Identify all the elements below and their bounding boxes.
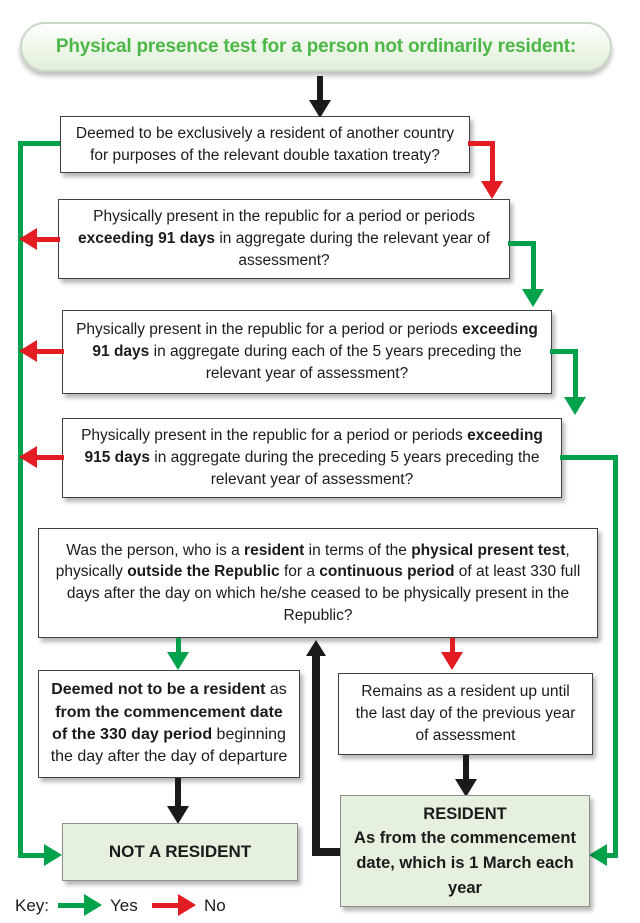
line (573, 349, 578, 399)
line (36, 455, 64, 460)
line (58, 903, 86, 908)
arrowhead-left-icon (19, 228, 37, 250)
line (36, 349, 64, 354)
arrowhead-right-icon (44, 844, 62, 866)
terminal-body: As from the commencement date, which is 1 March each year (354, 829, 576, 897)
question-text: Physically present in the republic for a period or periods exceeding 91 days in aggregate during each of the 5 years preceding the relevant year of assessment? (76, 321, 538, 382)
question-box-treaty (60, 116, 470, 173)
terminal-label: NOT A RESIDENT (108, 842, 252, 861)
key-label: Key: (15, 896, 50, 915)
line (18, 853, 46, 858)
question-text: Physically present in the republic for a period or periods exceeding 91 days in aggregate during the relevant year of assessment? (78, 208, 490, 269)
arrowhead-left-icon (19, 446, 37, 468)
terminal-box-resident (340, 795, 590, 907)
terminal-box-not-resident (62, 823, 298, 881)
outcome-box-deemed-not-resident (38, 670, 300, 778)
line (36, 237, 60, 242)
line (312, 652, 320, 856)
arrowhead-down-icon (481, 181, 503, 199)
outcome-box-remains-resident (338, 673, 593, 755)
terminal-heading: RESIDENT (423, 804, 507, 823)
arrowhead-down-icon (167, 806, 189, 824)
line (18, 141, 60, 146)
arrowhead-down-icon (441, 652, 463, 670)
question-text: Was the person, who is a resident in terms of the physical present test, physically outside the Republic for a continuous period of at least 330 full days after the day on which he/she ceased to be physically present in the Republic? (55, 541, 581, 624)
question-text: Deemed to be exclusively a resident of another country for purposes of the relevant double taxation treaty? (75, 124, 455, 164)
arrowhead-down-icon (167, 652, 189, 670)
line (560, 455, 618, 460)
arrowhead-right-icon (178, 894, 196, 916)
title-banner (20, 22, 612, 72)
line (490, 141, 495, 183)
arrowhead-left-icon (19, 340, 37, 362)
line (531, 241, 536, 291)
question-box-91-days-5-years (62, 310, 552, 394)
outcome-text: Deemed not to be a resident as from the commencement date of the 330 day period beginning the day after the day of departure (50, 681, 288, 766)
outcome-text: Remains as a resident up until the last day of the previous year of assessment (355, 683, 576, 744)
arrowhead-down-icon (522, 289, 544, 307)
question-box-330-days-absence (38, 528, 598, 638)
key-no-label: No (204, 896, 226, 915)
arrowhead-down-icon (564, 397, 586, 415)
page-title: Physical presence test for a person not ordinarily resident: (55, 36, 577, 57)
key-yes-label: Yes (110, 896, 138, 915)
line (312, 848, 342, 856)
question-box-91-days-current-year (58, 199, 510, 279)
arrowhead-right-icon (84, 894, 102, 916)
question-text: Physically present in the republic for a period or periods exceeding 915 days in aggregate during the preceding 5 years preceding the relevant year of assessment? (81, 427, 543, 488)
arrowhead-left-icon (589, 844, 607, 866)
question-box-915-days (62, 418, 562, 498)
line (613, 455, 618, 857)
line (152, 903, 180, 908)
